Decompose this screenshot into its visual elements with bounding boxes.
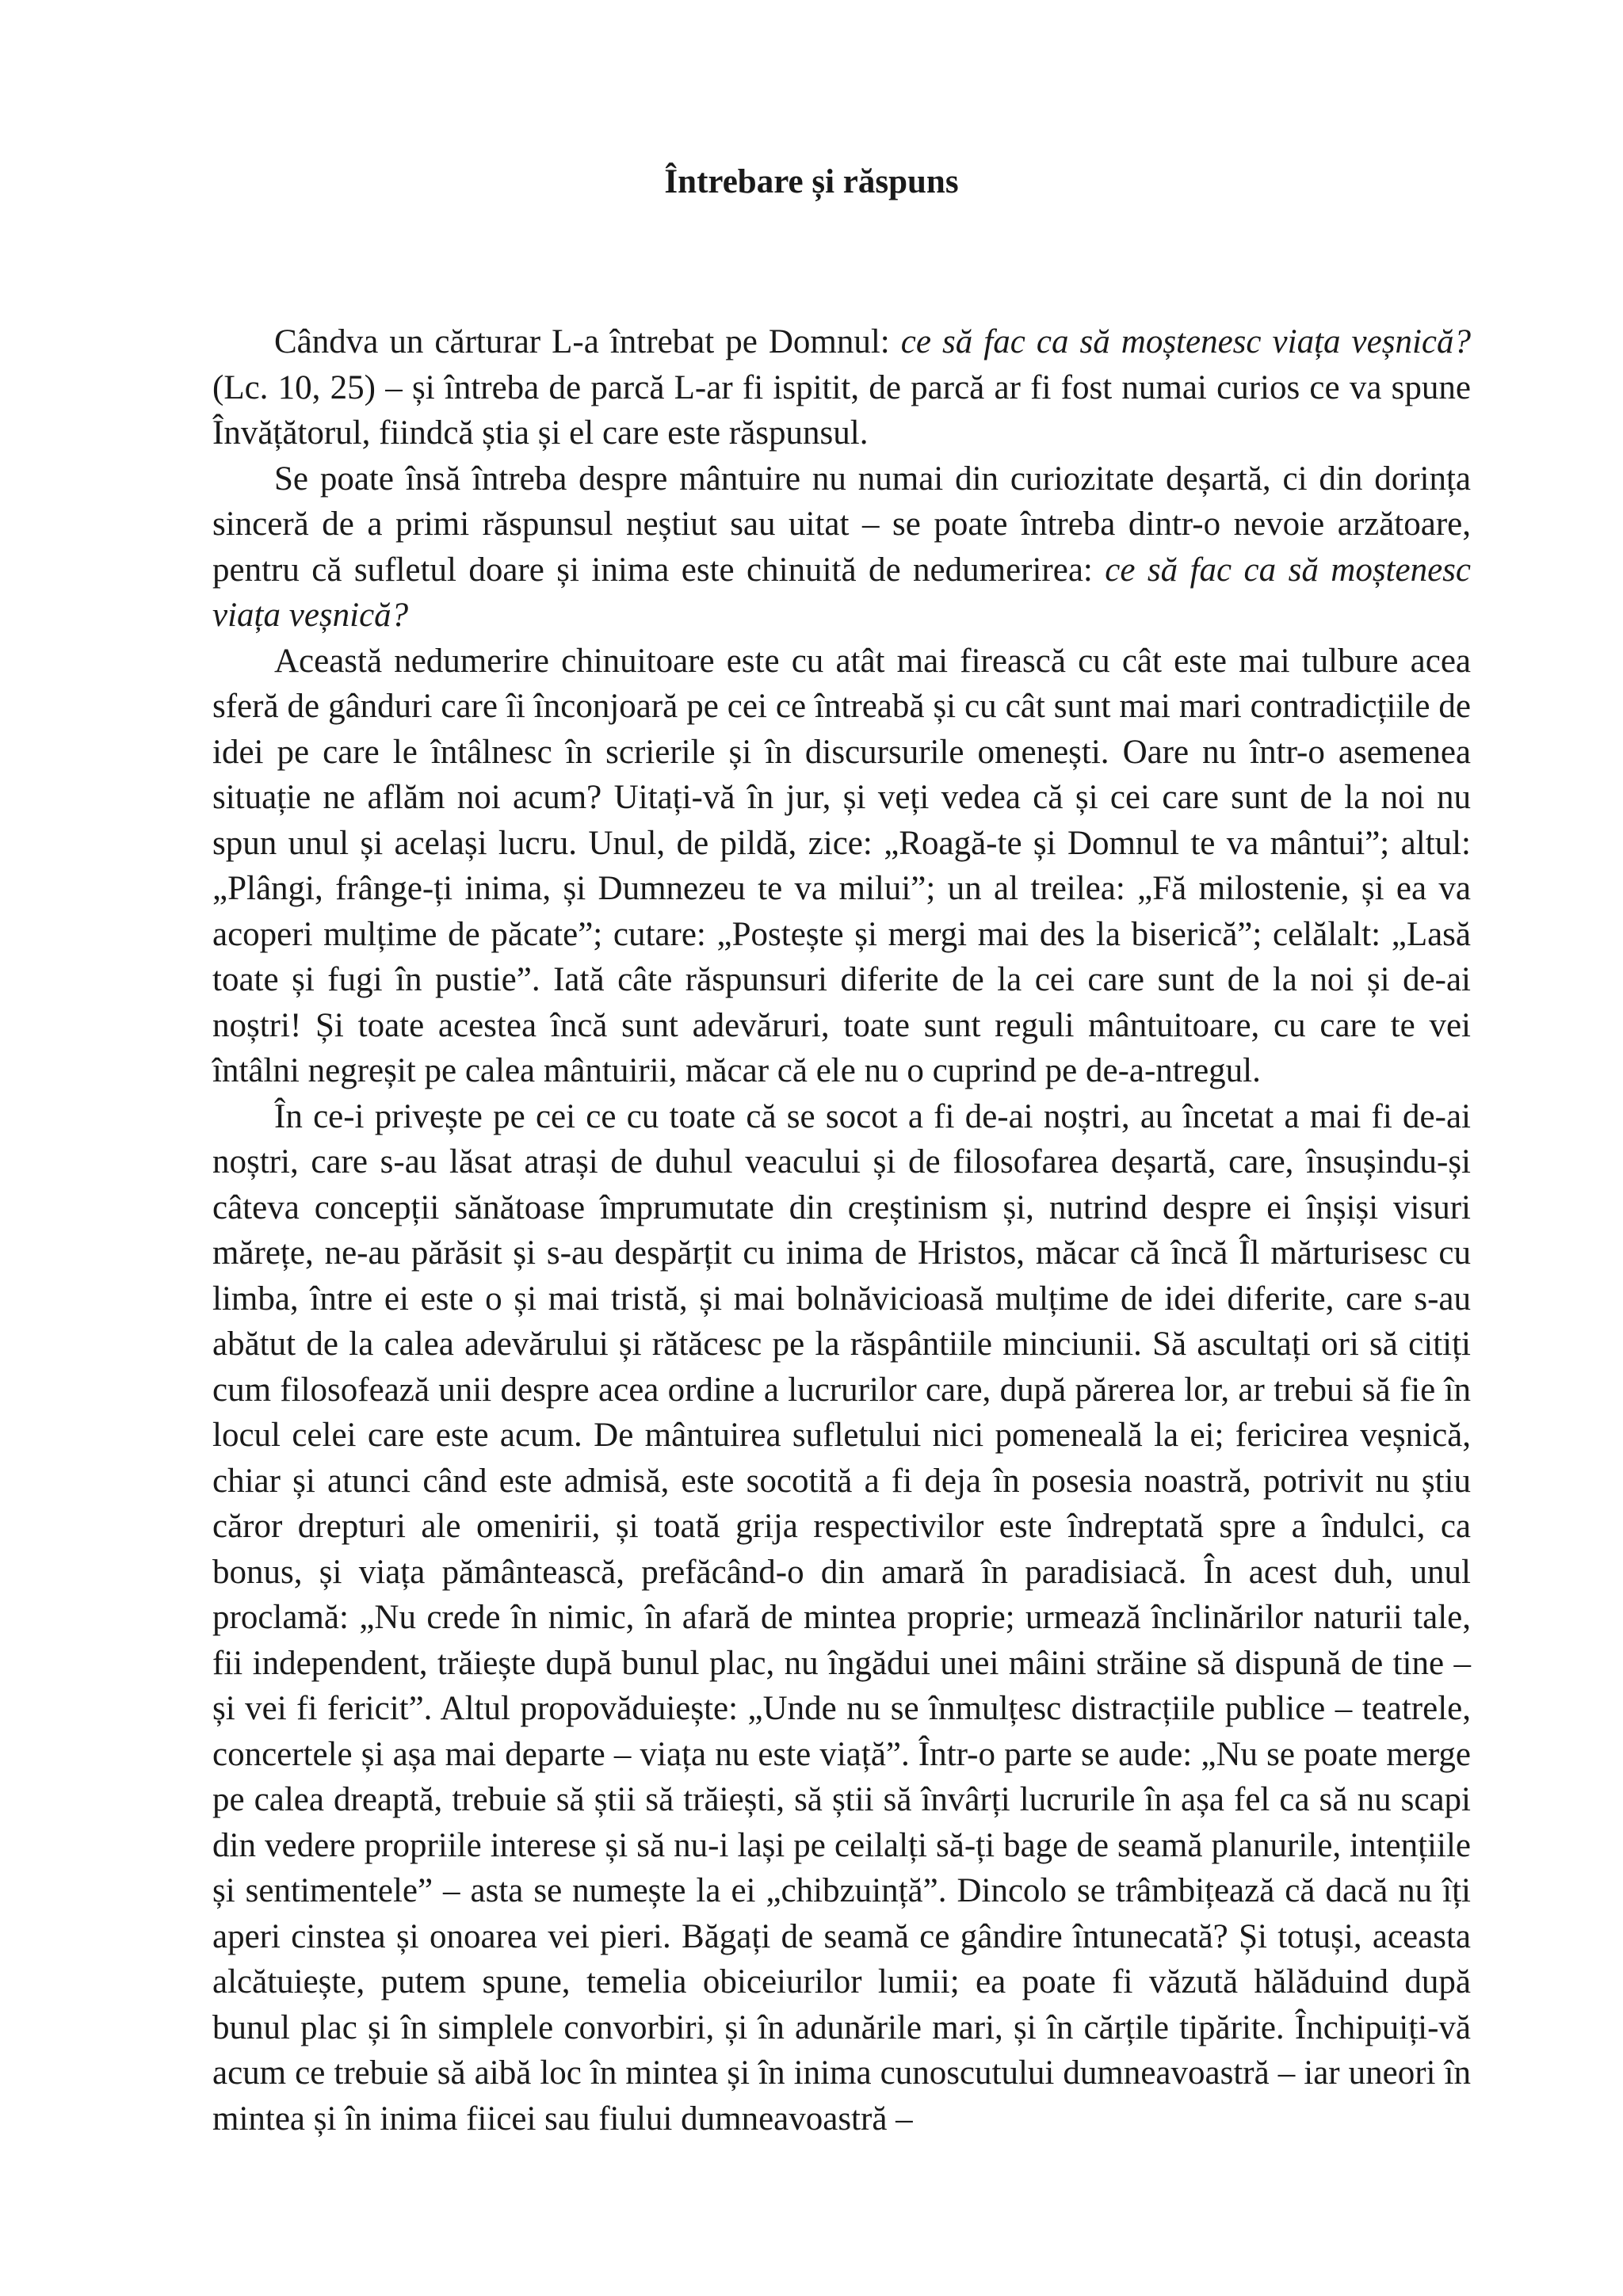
paragraph-run: (Lc. 10, 25) – și întreba de parcă L-ar fi ispitit, de parcă ar fi fost numai curios ce va spune Învățătorul, fiindcă știa și el care este răspunsul. xyxy=(212,368,1471,452)
paragraph-2 xyxy=(212,456,1471,639)
paragraph-4 xyxy=(212,1094,1471,2142)
paragraph-run: În ce-i privește pe cei ce cu toate că se socot a fi de-ai noștri, au încetat a mai fi de-ai noștri, care s-au lăsat atrași de duhul veacului și de filosofarea deșartă, care, însușindu-și câteva concepții sănătoase împrumutate din creștinism și, nutrind despre ei înșiși visuri mărețe, ne-au părăsit și s-au despărțit cu inima de Hristos, măcar că încă Îl mărturisesc cu limba, între ei este o și mai tristă, și mai bolnăvicioasă mulțime de idei diferite, care s-au abătut de la calea adevărului și rătăcesc pe la răspântiile minciunii. Să ascultați ori să citiți cum filosofează unii despre acea ordine a lucrurilor care, după părerea lor, ar trebui să fie în locul celei care este acum. De mântuirea sufletului nici pomeneală la ei; fericirea veșnică, chiar și atunci când este admisă, este socotită a fi deja în posesia noastră, potrivit nu știu căror drepturi ale omenirii, și toată grija respectivilor este îndreptată spre a îndulci, ca bonus, și viața pământească, prefăcând-o din amară în paradisiacă. În acest duh, unul proclamă: „Nu crede în nimic, în afară de mintea proprie; urmează înclinărilor naturii tale, fii independent, trăiește după bunul plac, nu îngădui unei mâini străine să dispună de tine – și vei fi fericit”. Altul propovăduiește: „Unde nu se înmulțesc distracțiile publice – teatrele, concertele și așa mai departe – viața nu este viață”. Într-o parte se aude: „Nu se poate merge pe calea dreaptă, trebuie să știi să trăiești, să știi să învârți lucrurile în așa fel ca să nu scapi din vedere propriile interese și să nu-i lași pe ceilalți să-ți bage de seamă planurile, intențiile și sentimentele” – asta se numește la ei „chibzuință”. Dincolo se trâmbițează că dacă nu îți aperi cinstea și onoarea vei pieri. Băgați de seamă ce gândire întunecată? Și totuși, aceasta alcătuiește, putem spune, temelia obiceiurilor lumii; ea poate fi văzută hălăduind după bunul plac și în simplele convorbiri, și în adunările mari, și în cărțile tipărite. Închipuiți-vă acum ce trebuie să aibă loc în mintea și în inima cunoscutului dumneavoastră – iar uneori în mintea și în inima fiicei sau fiului dumneavoastră – xyxy=(212,1097,1471,2138)
paragraph-run: Această nedumerire chinuitoare este cu atât mai firească cu cât este mai tulbure acea sferă de gânduri care îi înconjoară pe cei ce întreabă și cu cât sunt mai mari contradicțiile de idei pe care le întâlnesc în scrierile și în discursurile omenești. Oare nu într-o asemenea situație ne aflăm noi acum? Uitați-vă în jur, și veți vedea că și cei care sunt de la noi nu spun unul și același lucru. Unul, de pildă, zice: „Roagă-te și Domnul te va mântui”; altul: „Plângi, frânge-ți inima, și Dumnezeu te va milui”; un al treilea: „Fă milostenie, și ea va acoperi mulțime de păcate”; cutare: „Postește și mergi mai des la biserică”; celălalt: „Lasă toate și fugi în pustie”. Iată câte răspunsuri diferite de la cei care sunt de la noi și de-ai noștri! Și toate acestea încă sunt adevăruri, toate sunt reguli mântuitoare, cu care te vei întâlni negreșit pe calea mântuirii, măcar că ele nu o cuprind pe de-a-ntregul. xyxy=(212,642,1471,1089)
paragraph-3 xyxy=(212,639,1471,1094)
scripture-quote: ce să fac ca să moștenesc viața veșnică? xyxy=(212,551,1471,634)
paragraph-run: Cândva un cărturar L-a întrebat pe Domnul: xyxy=(274,323,901,360)
paragraph-run: Se poate însă întreba despre mântuire nu numai din curiozitate deșartă, ci din dorința sinceră de a primi răspunsul neștiut sau uitat – se poate întreba dintr-o nevoie arzătoare, pentru că sufletul doare și inima este chinuită de nedumerirea: xyxy=(212,460,1471,589)
body-text xyxy=(212,319,1471,2142)
paragraph-1 xyxy=(212,319,1471,456)
page-title: Întrebare și răspuns xyxy=(664,163,959,200)
scripture-quote: ce să fac ca să moștenesc viața veșnică? xyxy=(900,323,1471,360)
